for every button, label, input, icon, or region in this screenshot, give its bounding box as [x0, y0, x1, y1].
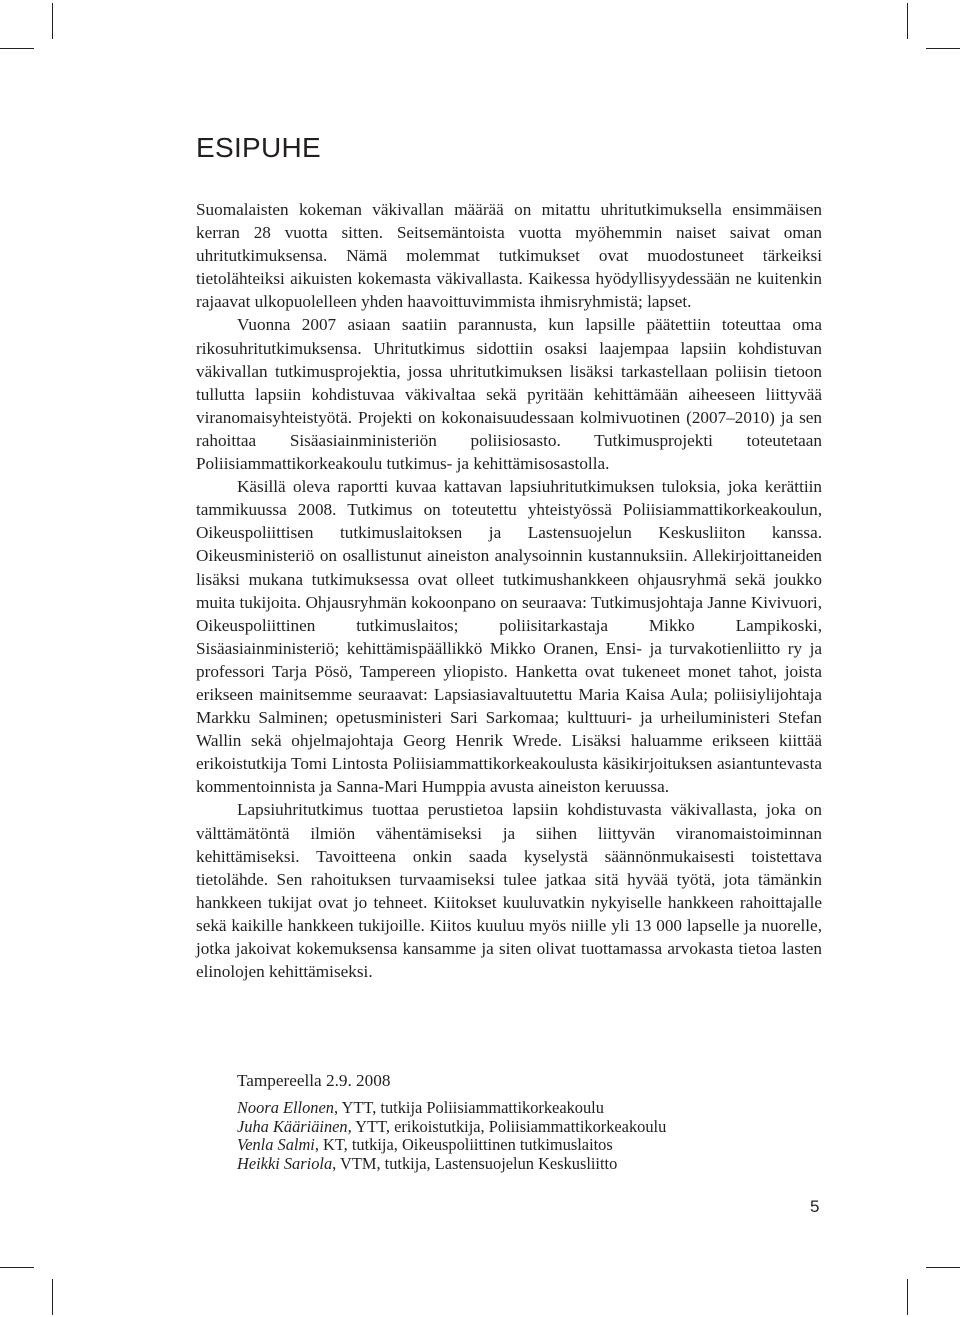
- crop-mark-bottom-right-vertical: [907, 1279, 908, 1315]
- paragraph: Lapsiuhritutkimus tuottaa perustietoa lapsiin kohdistuvasta väkivallasta, joka on välttämätöntä ilmiön vähentämiseksi ja siihen liittyvän viranomaistoiminnan kehittämiseksi. Tavoitteena onkin saada kyselystä säännönmukaisesti toistettava tietolähde. Sen rahoituksen turvaamiseksi tulee jatkaa sitä hyvää työtä, jota tämänkin hankkeen tukijat ovat jo tehneet. Kiitokset kuuluvatkin nykyiselle hankkeen rahoittajalle sekä kaikille hankkeen tukijoille. Kiitos kuuluu myös niille yli 13 000 lapselle ja nuorelle, jotka jakoivat kokemuksensa kansamme ja siten olivat tuottamassa arvokasta tietoa lasten elinolojen kehittämiseksi.: [196, 800, 822, 982]
- author-entry: [237, 1099, 666, 1118]
- crop-mark-bottom-right-horizontal: [926, 1267, 960, 1268]
- page-number: 5: [810, 1197, 820, 1216]
- signoff-place-date: Tampereella 2.9. 2008: [237, 1071, 391, 1090]
- paragraph: Vuonna 2007 asiaan saatiin parannusta, kun lapsille päätettiin toteuttaa oma rikosuhritutkimuksensa. Uhritutkimus sidottiin osaksi laajempaa lapsiin kohdistuvan väkivallan tutkimusprojektia, jossa uhritutkimuksen lisäksi tarkastellaan poliisin tietoon tullutta lapsiin kohdistuvaa väkivaltaa sekä pyritään kehittämään aiheeseen liittyvää viranomaisyhteistyötä. Projekti on kokonaisuudessaan kolmivuotinen (2007–2010) ja sen rahoittaa Sisäasiainministeriön poliisiosasto. Tutkimusprojekti toteutetaan Poliisiammattikorkeakoulu tutkimus- ja kehittämisosastolla.: [196, 315, 822, 474]
- foreword-body: [196, 198, 822, 983]
- author-list: [237, 1099, 666, 1174]
- author-name: Juha Kääriäinen: [237, 1116, 348, 1136]
- crop-mark-top-left-vertical: [52, 3, 53, 39]
- paragraph: Käsillä oleva raportti kuvaa kattavan lapsiuhritutkimuksen tuloksia, joka kerättiin tammikuussa 2008. Tutkimus on toteutettu yhteistyössä Poliisiammattikorkeakoulun, Oikeuspoliittisen tutkimuslaitoksen ja Lastensuojelun Keskusliiton kanssa. Oikeusministeriö on osallistunut aineiston analysoinnin kustannuksiin. Allekirjoittaneiden lisäksi mukana tutkimuksessa ovat olleet tutkimushankkeen ohjausryhmä sekä joukko muita tukijoita. Ohjausryhmän kokoonpano on seuraava: Tutkimusjohtaja Janne Kivivuori, Oikeuspoliittinen tutkimuslaitos; poliisitarkastaja Mikko Lampikoski, Sisäasiainministeriö; kehittämispäällikkö Mikko Oranen, Ensi- ja turvakotienliitto ry ja professori Tarja Pösö, Tampereen yliopisto. Hanketta ovat tukeneet monet tahot, joista erikseen mainitsemme seuraavat: Lapsiasiavaltuutettu Maria Kaisa Aula; poliisiylijohtaja Markku Salminen; opetusministeri Sari Sarkomaa; kulttuuri- ja urheiluministeri Stefan Wallin sekä ohjelmajohtaja Georg Henrik Wrede. Lisäksi haluamme erikseen kiittää erikoistutkija Tomi Lintosta Poliisiammattikorkeakoulusta käsikirjoituksen asiantuntevasta kommentoinnista ja Sanna-Mari Humppia avusta aineiston keruussa.: [196, 477, 822, 797]
- crop-mark-top-right-horizontal: [926, 48, 960, 49]
- author-entry: [237, 1136, 666, 1155]
- author-name: Noora Ellonen: [237, 1098, 334, 1117]
- crop-mark-bottom-left-vertical: [52, 1279, 53, 1315]
- author-details: , KT, tutkija, Oikeuspoliittinen tutkimuslaitos: [314, 1135, 613, 1155]
- author-entry: [237, 1118, 666, 1137]
- author-details: , YTT, erikoistutkija, Poliisiammattikorkeakoulu: [347, 1116, 667, 1136]
- paragraph: Suomalaisten kokeman väkivallan määrää on mitattu uhritutkimuksella ensimmäisen kerran 28 vuotta sitten. Seitsemäntoista vuotta myöhemmin naiset saivat oman uhritutkimuksensa. Nämä molemmat tutkimukset ovat muodostuneet tärkeiksi tietolähteiksi aikuisten kokemasta väkivallasta. Kaikessa hyödyllisyydessään ne kuitenkin rajaavat ulkopuolelleen yhden haavoittuvimmista ihmisryhmistä; lapset.: [196, 200, 822, 312]
- author-details: , VTM, tutkija, Lastensuojelun Keskusliitto: [332, 1154, 618, 1174]
- crop-mark-top-left-horizontal: [0, 48, 34, 49]
- author-name: Heikki Sariola: [237, 1154, 333, 1174]
- crop-mark-top-right-vertical: [907, 3, 908, 39]
- page-title: ESIPUHE: [196, 132, 322, 163]
- crop-mark-bottom-left-horizontal: [0, 1267, 34, 1268]
- author-entry: [237, 1155, 666, 1174]
- author-name: Venla Salmi: [237, 1135, 315, 1155]
- author-details: , YTT, tutkija Poliisiammattikorkeakoulu: [333, 1098, 604, 1117]
